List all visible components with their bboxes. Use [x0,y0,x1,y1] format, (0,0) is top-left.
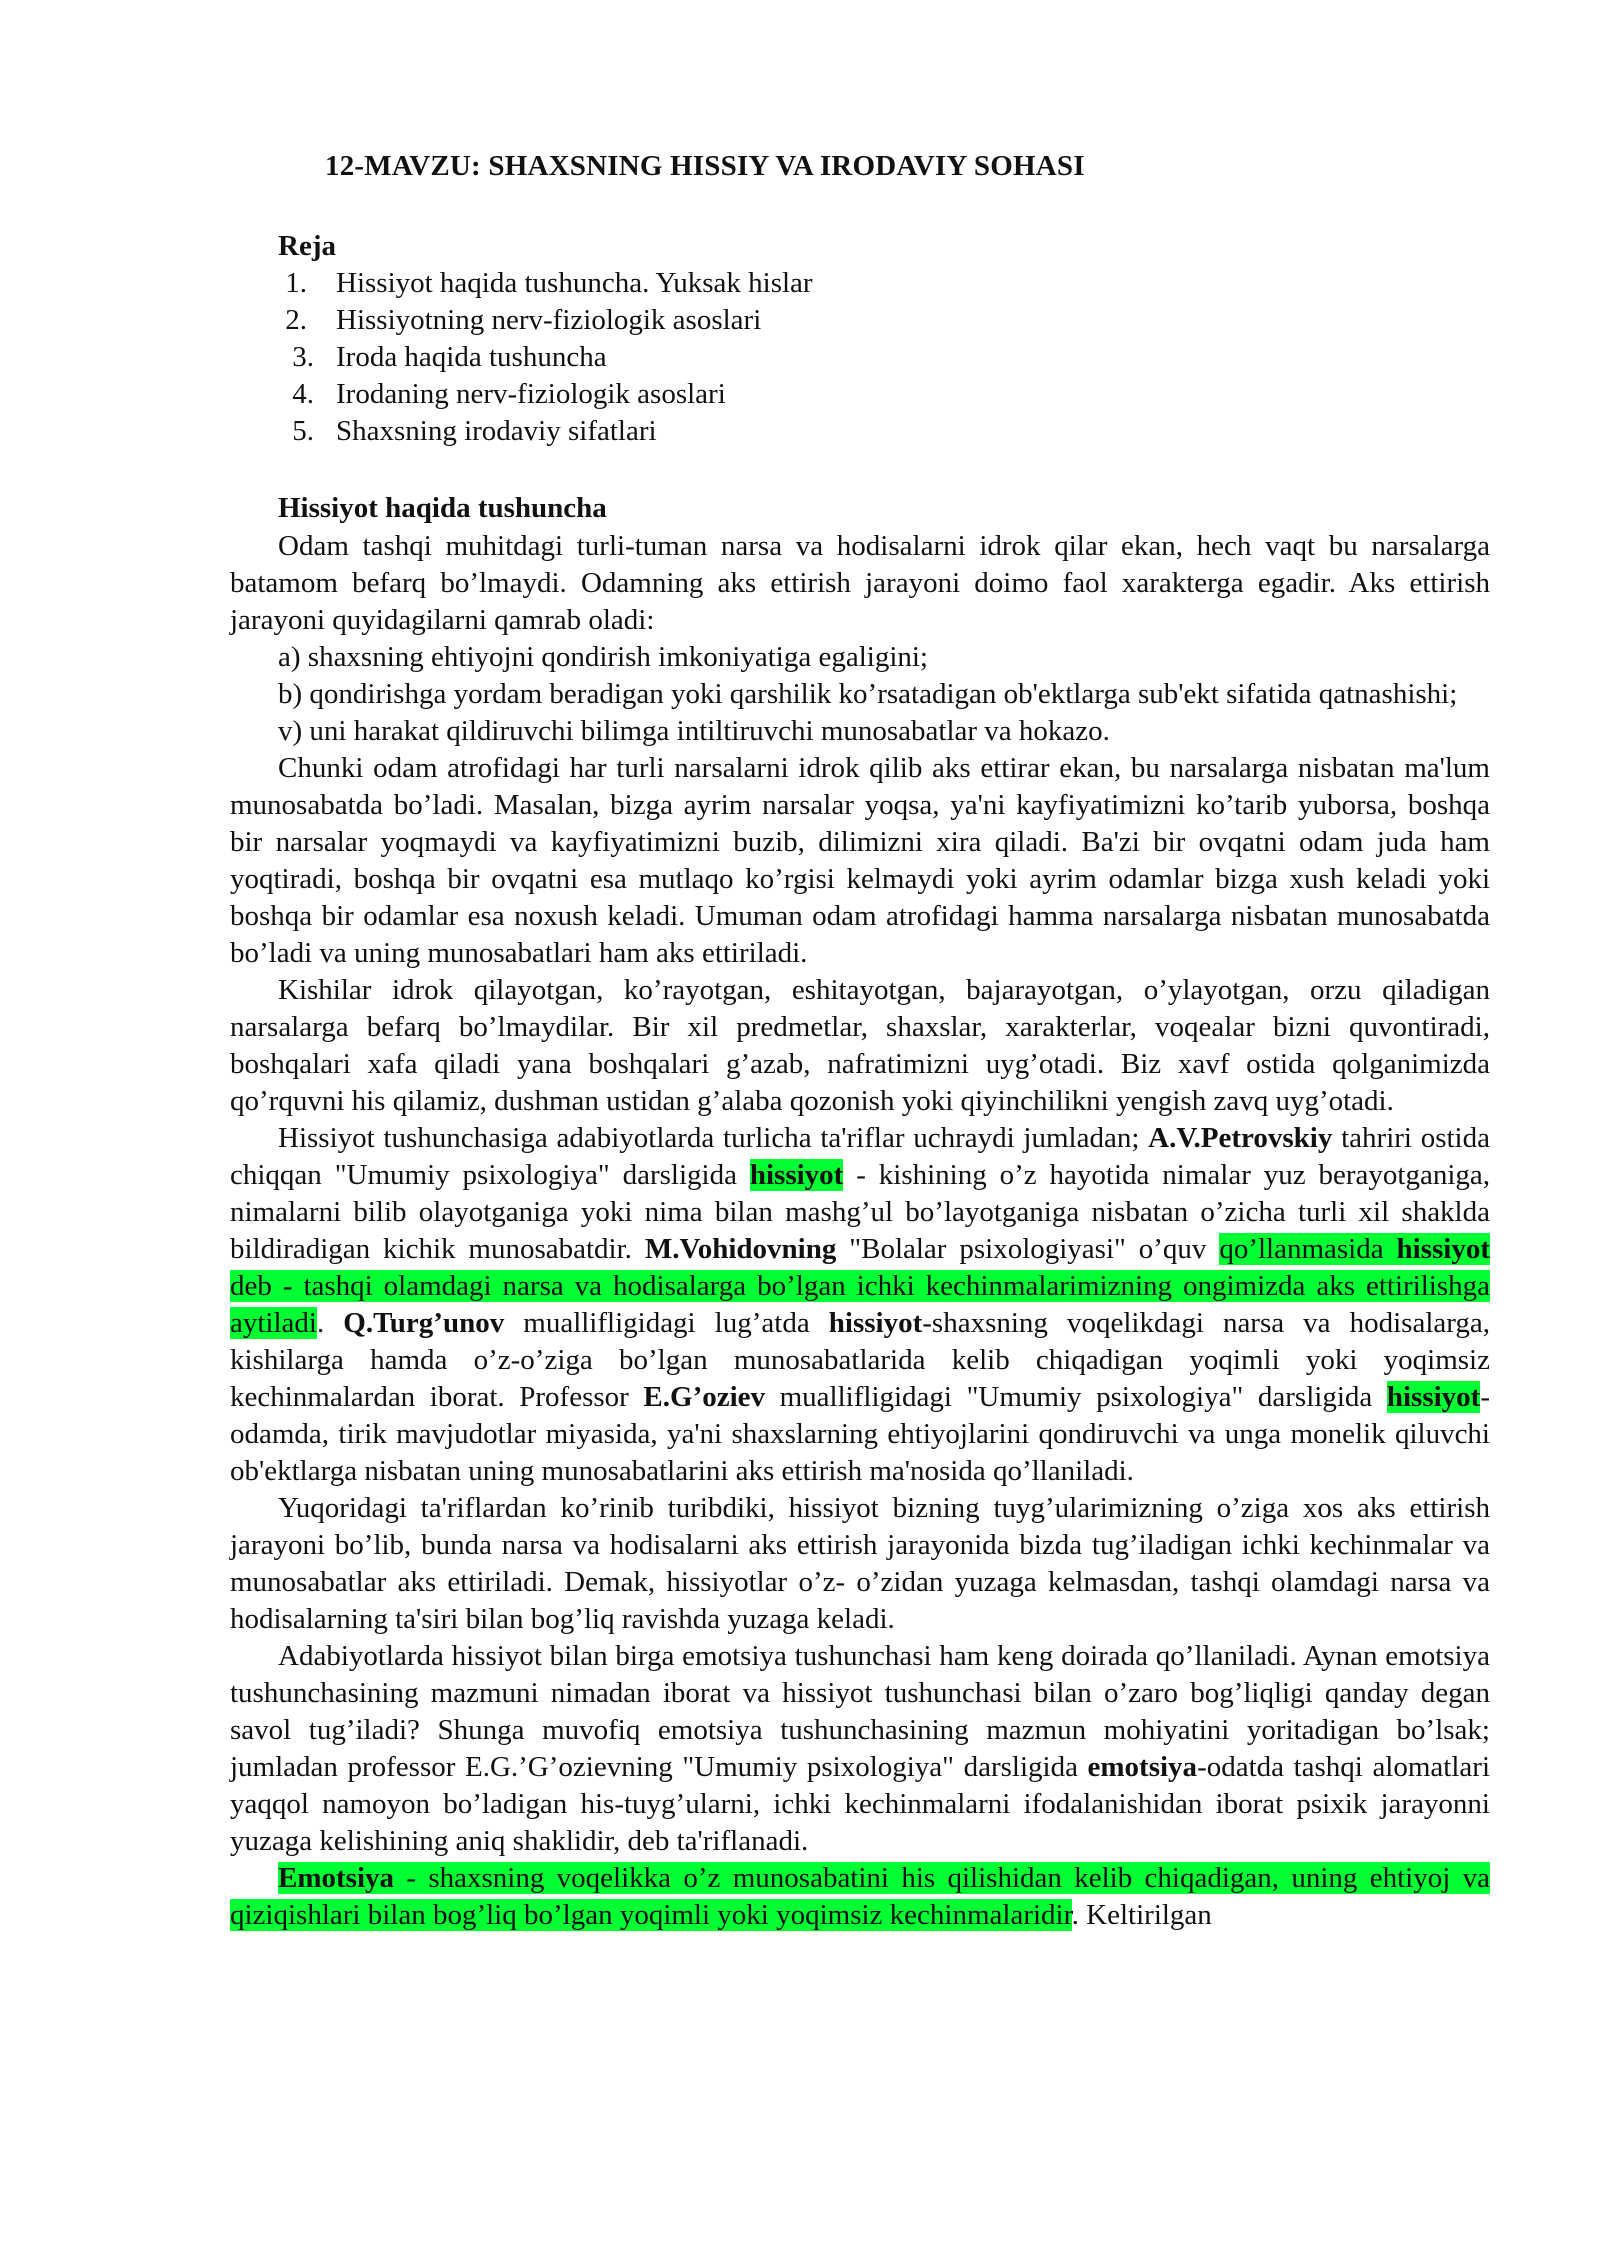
text-run: b) qondirishga yordam beradigan yoki qarshilik ko’rsatadigan ob'ektlarga sub'ekt sifatida qatnashishi; [278,678,1458,710]
paragraph [230,639,1490,676]
paragraph [230,1860,1490,1934]
body-text [230,528,1490,1934]
plan-item-text: Irodaning nerv-fiziologik asoslari [336,378,726,410]
text-run: muallifligidagi "Umumiy psixologiya" darsligida [765,1381,1387,1413]
bold-text: A.V.Petrovskiy [1148,1122,1333,1154]
text-run: - kishining o’z hayotida nimalar yuz berayotganiga, nimalarni bilib olayotganiga yoki nima bilan mashg’ul bo’layotganiga nisbatan o’zicha turli xil shaklda bildiradigan kichik munosabatdir. [230,1159,1491,1265]
text-run: . [316,1307,344,1339]
paragraph [230,1120,1490,1490]
highlighted-text: hissiyot [1396,1233,1490,1265]
plan-item-text: Hissiyot haqida tushuncha. Yuksak hislar [336,267,813,299]
page-title: 12-MAVZU: SHAXSNING HISSIY VA IRODAVIY SOHASI [325,150,1085,182]
highlighted-text: hissiyot [749,1159,844,1191]
bold-text: emotsiya [1087,1751,1198,1783]
text-run: mualliflig﻿idagi lug’atda [504,1307,829,1339]
bold-text: hissiyot [828,1307,923,1339]
paragraph [230,972,1490,1120]
plan-item-number: 3. [292,341,314,373]
paragraph [230,1638,1490,1860]
text-run: tahriri ostida chiqqan "Umumiy psixologiya" darsligida [230,1122,1490,1191]
highlighted-text: - shaxsning voqelikka o’z munosabatini his qilishidan kelib chiqadigan, uning ehtiyoj va qiziqishlari bilan bog’liq bo’lgan yoqimli yoki yoqimsiz kechinmalaridir [230,1862,1490,1931]
highlighted-text: qo’llanmasida [1219,1233,1397,1265]
text-run: Hissiyot tushunchasiga adabiyotlarda turlicha ta'riflar uchraydi jumladan; [278,1122,1149,1154]
text-run: -odatda tashqi alomatlari yaqqol namoyon bo’ladigan his-tuyg’ularni, ichki kechinmalarni ifodalanishidan iborat psixik jarayonni yuzaga kelishining aniq shaklidir, deb ta'riflanadi. [230,1751,1490,1857]
plan-item-text: Hissiyotning nerv-fiziologik asoslari [336,304,762,336]
text-run: a) shaxsning ehtiyojni qondirish imkoniyatiga egaligini; [278,641,928,673]
highlighted-text: Emotsiya [278,1862,394,1894]
plan-item-number: 4. [292,378,314,410]
text-run: Chunki odam atrofidagi har turli narsalarni idrok qilib aks ettirar ekan, bu narsalarga nisbatan ma'lum munosabatda bo’ladi. Masalan, bizga ayrim narsalar yoqsa, ya'ni kayfiyatimizni ko’tarib yuborsa, boshqa bir narsalar yoqmaydi va kayfiyatimizni buzib, dilimizni xira qiladi. Ba'zi bir ovqatni odam juda ham yoqtiradi, boshqa bir ovqatni esa mutlaqo ko’rgisi kelmaydi yoki ayrim odamlar bizga xush keladi yoki boshqa bir odamlar esa noxush keladi. Umuman odam atrofidagi hamma narsalarga nisbatan munosabatda bo’ladi va uning munosabatlari ham aks ettiriladi. [230,752,1490,969]
text-run: -shaxsning voqelikdagi narsa va hodisalarga, kishilarga hamda o’z-o’ziga bo’lgan munosabatlarida kelib chiqadigan yoqimli yoki yoqimsiz kechinmalardan iborat. Professor [230,1307,1491,1413]
bold-text: Q.Turg’unov [343,1307,505,1339]
paragraph [230,750,1490,972]
paragraph [230,528,1490,639]
text-run: Yuqoridagi ta'riflardan ko’rinib turibdiki, hissiyot bizning tuyg’ularimizning o’ziga xos aks ettirish jarayoni bo’lib, bunda narsa va hodisalarni aks ettirish jarayonida bizda tug’iladigan ichki kechinmalar va munosabatlar aks ettiriladi. Demak, hissiyotlar o’z- o’zidan yuzaga kelmasdan, tashqi olamdagi narsa va hodisalarning ta'siri bilan bog’liq ravishda yuzaga keladi. [230,1492,1490,1635]
highlighted-text: deb - tashqi olamdagi narsa va hodisalarga bo’lgan ichki kechinmalarimizning ongimizda aks ettirilishga aytiladi [230,1270,1490,1339]
text-run: Adabiyotlarda hissiyot bilan birga emotsiya tushunchasi ham keng doirada qo’llaniladi. Aynan emotsiya tushunchasining mazmuni nimadan iborat va hissiyot tushunchasi bilan o’zaro bog’liqligi qanday degan savol tug’iladi? Shunga muvofiq emotsiya tushunchasining mazmun mohiyatini yoritadigan bo’lsak; jumladan professor E.G.’G’ozievning "Umumiy psixologiya" darsligida [230,1640,1490,1783]
plan-item-number: 2. [285,304,307,336]
bold-text: M.Vohidovning [644,1233,837,1265]
bold-text: E.G’oziev [643,1381,766,1413]
section-heading: Hissiyot haqida tushuncha [278,492,607,524]
plan-item-text: Shaxsning irodaviy sifatlari [336,415,657,447]
text-run: Odam tashqi muhitdagi turli-tuman narsa va hodisalarni idrok qilar ekan, hech vaqt bu narsalarga batamom befarq bo’lmaydi. Odamning aks ettirish jarayoni doimo faol xarakterga egadir. Aks ettirish jarayoni quyidagilarni qamrab oladi: [230,530,1490,636]
text-run: "Bolalar psixologiyasi" o’quv [836,1233,1220,1265]
paragraph [230,713,1490,750]
highlighted-text: hissiyot [1386,1381,1481,1413]
text-run: v) uni harakat qildiruvchi bilimga intiltiruvchi munosabatlar va hokazo. [278,715,1110,747]
paragraph [230,1490,1490,1638]
plan-heading: Reja [278,230,336,262]
plan-item-text: Iroda haqida tushuncha [336,341,607,373]
text-run: - odamda, tirik mavjudotlar miyasida, ya'ni shaxslarning ehtiyojlarini qondiruvchi va unga monelik qiluvchi ob'ektlarga nisbatan uning munosabatlarini aks ettirish ma'nosida qo’llaniladi. [230,1381,1490,1487]
plan-item-number: 1. [285,267,307,299]
plan-item-number: 5. [292,415,314,447]
paragraph [230,676,1490,713]
text-run: . Keltirilgan [1071,1899,1212,1931]
text-run: Kishilar idrok qilayotgan, ko’rayotgan, eshitayotgan, bajarayotgan, o’ylayotgan, orzu qiladigan narsalarga befarq bo’lmaydilar. Bir xil predmetlar, shaxslar, xarakterlar, voqealar bizni quvontiradi, boshqalari xafa qiladi yana boshqalari g’azab, nafratimizni uyg’otadi. Biz xavf ostida qolganimizda qo’rquvni his qilamiz, dushman ustidan g’alaba qozonish yoki qiyinchilikni yengish zavq uyg’otadi. [230,974,1490,1117]
